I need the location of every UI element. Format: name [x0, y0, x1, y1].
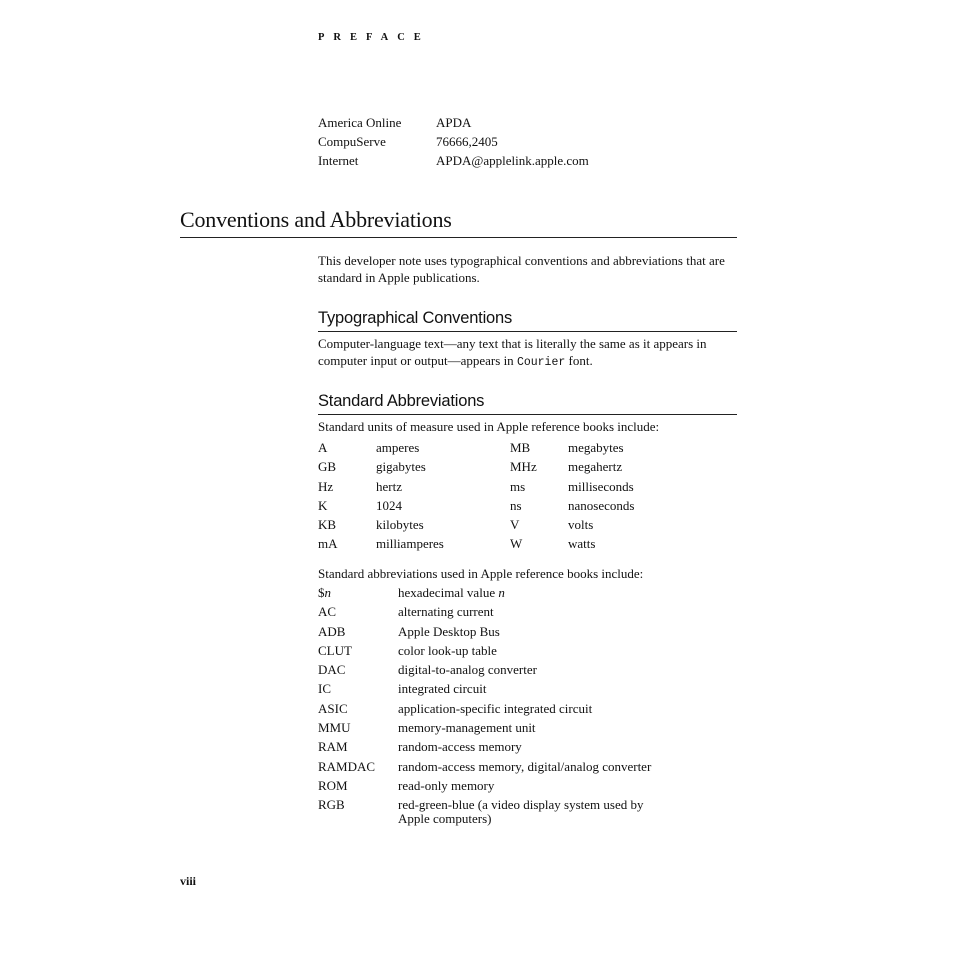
text-after: font. — [565, 353, 593, 368]
section-rule — [180, 237, 737, 238]
abbr-meaning: digital-to-analog converter — [398, 662, 537, 678]
contact-list — [318, 115, 589, 172]
table-row — [318, 644, 738, 663]
unit-name: megabytes — [568, 440, 624, 455]
contact-row — [318, 153, 589, 172]
table-row — [318, 586, 738, 605]
table-row — [318, 740, 738, 759]
section-intro: This developer note uses typographical conventions and abbreviations that are standard in Apple publications. — [318, 253, 725, 285]
table-row — [318, 702, 738, 721]
abbr-term: RAMDAC — [318, 758, 376, 774]
subsection-rule — [318, 331, 737, 332]
abbr-meaning: random-access memory — [398, 739, 522, 755]
table-row — [318, 605, 738, 624]
table-row — [318, 798, 738, 826]
abbr-term: MMU — [318, 720, 351, 736]
unit-name: megahertz — [568, 459, 623, 475]
unit-name: gigabytes — [376, 459, 426, 475]
unit-name: milliseconds — [568, 478, 634, 494]
contact-address: 76666,2405 — [436, 134, 498, 149]
abbr-term: CLUT — [318, 642, 352, 658]
table-row — [318, 625, 738, 644]
running-head: PREFACE — [318, 32, 430, 43]
typographical-conventions-text — [318, 335, 730, 371]
unit-abbr: MHz — [510, 459, 537, 475]
abbr-meaning: application-specific integrated circuit — [398, 700, 593, 716]
unit-abbr: Hz — [318, 478, 334, 494]
unit-abbr: mA — [318, 536, 338, 552]
abbr-meaning: integrated circuit — [398, 681, 487, 697]
unit-name: watts — [568, 536, 596, 552]
page-number: viii — [180, 874, 197, 888]
unit-name: kilobytes — [376, 517, 424, 533]
table-row — [318, 536, 678, 555]
table-row — [318, 663, 738, 682]
standard-abbreviations-heading: Standard Abbreviations — [318, 392, 485, 410]
abbr-meaning: color look-up table — [398, 642, 497, 658]
abbreviations-intro: Standard abbreviations used in Apple reference books include: — [318, 566, 644, 581]
table-row — [318, 682, 738, 701]
abbr-term: ROM — [318, 777, 348, 793]
unit-abbr: W — [510, 536, 523, 552]
unit-name: nanoseconds — [568, 497, 635, 513]
unit-abbr: A — [318, 440, 328, 455]
table-row — [318, 459, 678, 478]
abbr-meaning: read-only memory — [398, 777, 495, 793]
table-row — [318, 721, 738, 740]
contact-service: America Online — [318, 115, 402, 130]
unit-abbr: ns — [510, 497, 522, 513]
unit-abbr: ms — [510, 478, 526, 494]
contact-service: Internet — [318, 153, 359, 168]
contact-row — [318, 134, 589, 153]
abbr-prefix: $ — [318, 585, 325, 600]
courier-sample: Courier — [516, 356, 566, 369]
unit-abbr: KB — [318, 517, 337, 533]
unit-name: 1024 — [376, 497, 402, 513]
section-title: Conventions and Abbreviations — [180, 207, 452, 232]
typographical-conventions-heading: Typographical Conventions — [318, 309, 513, 327]
contact-address: APDA — [436, 115, 472, 130]
unit-name: amperes — [376, 440, 420, 455]
text-before: Computer-language text—any text that is literally the same as it appears in computer input or output—appears in — [318, 336, 707, 368]
abbreviations-table — [318, 586, 738, 826]
table-row — [318, 517, 678, 536]
unit-abbr: GB — [318, 459, 337, 475]
table-row — [318, 440, 678, 459]
table-row — [318, 779, 738, 798]
unit-abbr: K — [318, 497, 328, 513]
contact-address: APDA@applelink.apple.com — [436, 153, 589, 168]
units-intro: Standard units of measure used in Apple reference books include: — [318, 419, 660, 434]
abbr-term: ASIC — [318, 700, 348, 716]
abbr-meaning — [398, 586, 668, 605]
contact-row — [318, 115, 589, 134]
unit-name: hertz — [376, 478, 402, 494]
units-table — [318, 440, 678, 556]
table-row — [318, 760, 738, 779]
abbr-term: RGB — [318, 797, 345, 813]
abbr-meaning: memory-management unit — [398, 720, 536, 736]
unit-name: milliamperes — [376, 536, 444, 552]
contact-service: CompuServe — [318, 134, 386, 149]
table-row — [318, 498, 678, 517]
unit-abbr: MB — [510, 440, 531, 455]
abbr-meaning: alternating current — [398, 604, 494, 620]
abbr-variable: n — [324, 585, 331, 600]
abbr-meaning: random-access memory, digital/analog converter — [398, 758, 652, 774]
abbr-term — [318, 586, 398, 605]
unit-name: volts — [568, 517, 594, 533]
table-row — [318, 479, 678, 498]
abbr-term: RAM — [318, 739, 348, 755]
abbr-term: IC — [318, 681, 331, 697]
abbr-term: ADB — [318, 623, 346, 639]
abbr-term: DAC — [318, 662, 346, 678]
unit-abbr: V — [510, 517, 520, 533]
abbr-meaning: Apple Desktop Bus — [398, 623, 500, 639]
abbr-term: AC — [318, 604, 337, 620]
subsection-rule — [318, 414, 737, 415]
meaning-variable: n — [498, 585, 505, 600]
meaning-text: hexadecimal value — [398, 585, 499, 600]
abbr-meaning: red-green-blue (a video display system used by Apple computers) — [398, 797, 644, 827]
